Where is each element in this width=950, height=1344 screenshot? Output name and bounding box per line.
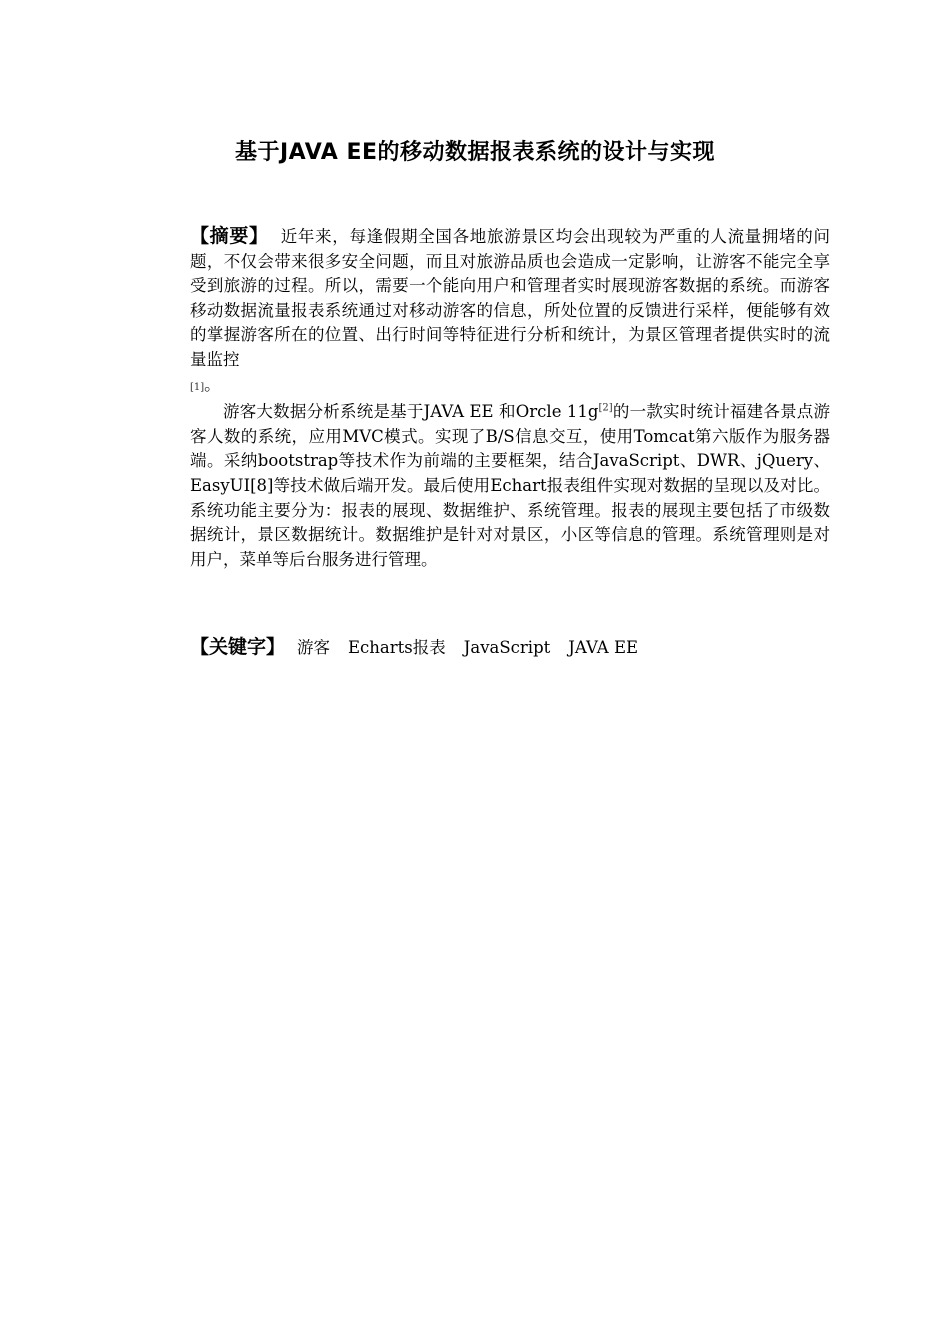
keyword-item: JAVA EE (568, 638, 639, 657)
abstract-section (190, 224, 830, 572)
abstract-paragraph-1-end: 。 (204, 374, 221, 394)
keyword-item: 游客 (297, 638, 331, 657)
abstract-paragraph-2-text-a: 游客大数据分析系统是基于JAVA EE 和Orcle 11g (223, 402, 599, 422)
keyword-item: Echarts报表 (348, 638, 446, 657)
keywords-section (190, 634, 830, 661)
abstract-paragraph-2 (190, 400, 830, 572)
abstract-paragraph-2-text-b: 的一款实时统计福建各景点游客人数的系统，应用MVC模式。实现了B/S信息交互，使用Tomcat第六版作为服务器端。采纳bootstrap等技术作为前端的主要框架，结合JavaScript、DWR、jQuery、 EasyUI[8]等技术做后端开发。最后使用Echart报表组件实现对数据的呈现以及对比。系统功能主要分为：报表的展现、数据维护、系统管理。报表的展现主要包括了市级数据统计，景区数据统计。数据维护是针对对景区，小区等信息的管理。系统管理则是对用户，菜单等后台服务进行管理。 (190, 402, 831, 569)
keyword-item: JavaScript (463, 638, 551, 657)
abstract-paragraph-1-text: 近年来，每逢假期全国各地旅游景区均会出现较为严重的人流量拥堵的问题，不仅会带来很多安全问题，而且对旅游品质也会造成一定影响，让游客不能完全享受到旅游的过程。所以，需要一个能向用户和管理者实时展现游客数据的系统。而游客移动数据流量报表系统通过对移动游客的信息，所处位置的反馈进行采样，便能够有效的掌握游客所在的位置、出行时间等特征进行分析和统计，为景区管理者提供实时的流量监控 (190, 227, 830, 369)
keywords-label: 【关键字】 (190, 636, 286, 658)
citation-ref-2: [2] (598, 402, 613, 414)
abstract-label: 【摘要】 (190, 225, 269, 247)
abstract-paragraph-1 (190, 224, 830, 400)
paper-title: 基于JAVA EE的移动数据报表系统的设计与实现 (235, 140, 715, 165)
citation-ref-1: [1] (190, 381, 205, 393)
